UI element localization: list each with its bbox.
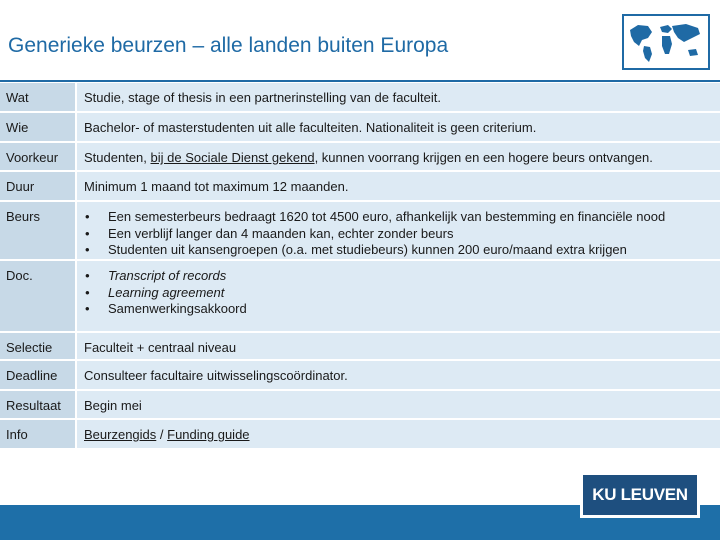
sociale-dienst-link[interactable]: bij de Sociale Dienst gekend: [150, 150, 315, 165]
row-value: Bachelor- of masterstudenten uit alle faculteiten. Nationaliteit is geen criterium.: [75, 113, 720, 141]
link-separator: /: [156, 427, 168, 442]
ku-leuven-logo: KU LEUVEN: [580, 472, 700, 518]
table-row: [0, 83, 720, 113]
row-label: Doc.: [0, 261, 75, 331]
info-table: [0, 83, 720, 450]
list-item: • Een semesterbeurs bedraagt 1620 tot 4500 euro, afhankelijk van bestemming en financiële nood: [84, 209, 720, 226]
row-label: Wie: [0, 113, 75, 141]
beurzengids-link[interactable]: Beurzengids: [84, 427, 157, 442]
funding-guide-link[interactable]: Funding guide: [167, 427, 250, 442]
row-value: Faculteit + centraal niveau: [75, 333, 720, 359]
bullet-list: [84, 209, 720, 259]
row-value: Studie, stage of thesis in een partnerinstelling van de faculteit.: [75, 83, 720, 111]
row-value: Consulteer facultaire uitwisselingscoördinator.: [75, 361, 720, 389]
table-row: [0, 361, 720, 391]
table-row: [0, 333, 720, 361]
list-item: • Een verblijf langer dan 4 maanden kan, echter zonder beurs: [84, 226, 720, 243]
value-text: , kunnen voorrang krijgen en een hogere beurs ontvangen.: [314, 150, 653, 165]
row-value: [75, 261, 720, 331]
list-item: • Learning agreement: [84, 285, 720, 302]
row-label: Info: [0, 420, 75, 448]
table-row: [0, 172, 720, 202]
table-row: [0, 420, 720, 450]
list-item: • Transcript of records: [84, 268, 720, 285]
page-title: Generieke beurzen – alle landen buiten Europa: [8, 34, 449, 57]
row-value: [75, 202, 720, 259]
row-value: [75, 143, 720, 170]
row-value: Begin mei: [75, 391, 720, 418]
bullet-list: [84, 268, 720, 318]
table-row: [0, 391, 720, 420]
table-row: [0, 143, 720, 172]
row-label: Duur: [0, 172, 75, 200]
row-label: Resultaat: [0, 391, 75, 418]
row-label: Selectie: [0, 333, 75, 359]
table-row: [0, 113, 720, 143]
title-divider: [0, 80, 720, 82]
world-map-icon: [622, 14, 710, 70]
row-label: Deadline: [0, 361, 75, 389]
row-label: Wat: [0, 83, 75, 111]
row-label: Voorkeur: [0, 143, 75, 170]
list-item: • Samenwerkingsakkoord: [84, 301, 720, 318]
table-row: [0, 261, 720, 333]
list-item: • Studenten uit kansengroepen (o.a. met studiebeurs) kunnen 200 euro/maand extra krijgen: [84, 242, 720, 259]
table-row: [0, 202, 720, 261]
row-value: Minimum 1 maand tot maximum 12 maanden.: [75, 172, 720, 200]
value-text: Studenten,: [84, 150, 151, 165]
row-label: Beurs: [0, 202, 75, 259]
row-value: [75, 420, 720, 448]
